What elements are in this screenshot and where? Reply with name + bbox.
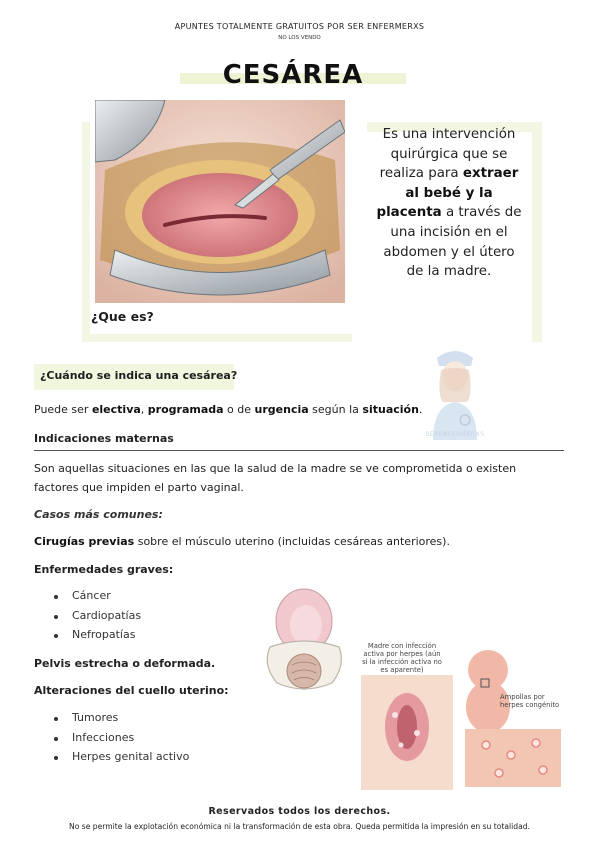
list-item: Infecciones <box>50 731 189 751</box>
watermark-label: SERENFERMERXS <box>425 431 485 438</box>
surgeries-paragraph <box>34 535 450 548</box>
diseases-list <box>50 589 141 648</box>
definition-label: ¿Que es? <box>91 309 154 324</box>
common-cases-heading: Casos más comunes: <box>34 508 163 521</box>
divider <box>34 450 564 451</box>
footer-rights: Reservados todos los derechos. <box>208 806 391 817</box>
mother-figure-label: Madre con infección activa por herpes (aún si la infección activa no es aparente) <box>362 642 442 674</box>
list-item: Tumores <box>50 711 189 731</box>
page-title: CESÁREA <box>222 60 364 90</box>
list-item: Nefropatías <box>50 628 141 648</box>
text-span: según la <box>308 403 363 416</box>
header-subnote: NO LOS VENDO <box>278 35 321 41</box>
text-span: Puede ser <box>34 403 92 416</box>
list-item: Cáncer <box>50 589 141 609</box>
pelvis-fetus-illustration <box>262 585 347 700</box>
text-bold: programada <box>147 403 224 416</box>
text-span: , <box>140 403 148 416</box>
cervix-list <box>50 711 189 770</box>
text-bold: situación <box>362 403 419 416</box>
list-item: Herpes genital activo <box>50 750 189 770</box>
definition-part1: Es una intervención quirúrgica que se realiza para <box>379 127 516 182</box>
definition-highlight: extraer al bebé y la placenta <box>376 166 519 221</box>
text-span: o de <box>223 403 255 416</box>
elective-paragraph <box>34 403 422 416</box>
section-question: ¿Cuándo se indica una cesárea? <box>40 369 238 382</box>
list-item: Cardiopatías <box>50 609 141 629</box>
text-span: . <box>418 403 423 416</box>
text-bold: urgencia <box>254 403 309 416</box>
surgeries-rest: sobre el músculo uterino (incluidas cesáreas anteriores). <box>134 535 450 548</box>
nurse-watermark-icon <box>415 340 495 440</box>
header-note: APUNTES TOTALMENTE GRATUITOS POR SER ENFERMERXS <box>174 22 425 31</box>
situations-paragraph: Son aquellas situaciones en las que la salud de la madre se ve comprometida o existen factores que impiden el parto vaginal. <box>34 462 517 494</box>
surgeries-bold: Cirugías previas <box>34 535 135 548</box>
footer-notice: No se permite la explotación económica ni la transformación de esta obra. Queda permitida la impresión en su totalidad. <box>69 822 530 831</box>
surgery-illustration <box>95 100 345 303</box>
text-bold: electiva <box>91 403 141 416</box>
blisters-figure-label: Ampollas por herpes congénito <box>500 693 560 709</box>
definition-part2: a través de una incisión en el abdomen y el útero de la madre. <box>383 205 522 280</box>
diseases-heading: Enfermedades graves: <box>34 563 174 576</box>
pelvis-heading: Pelvis estrecha o deformada. <box>34 657 216 670</box>
definition-text <box>374 125 524 282</box>
cervix-heading: Alteraciones del cuello uterino: <box>34 684 229 697</box>
indications-heading: Indicaciones maternas <box>34 432 174 445</box>
